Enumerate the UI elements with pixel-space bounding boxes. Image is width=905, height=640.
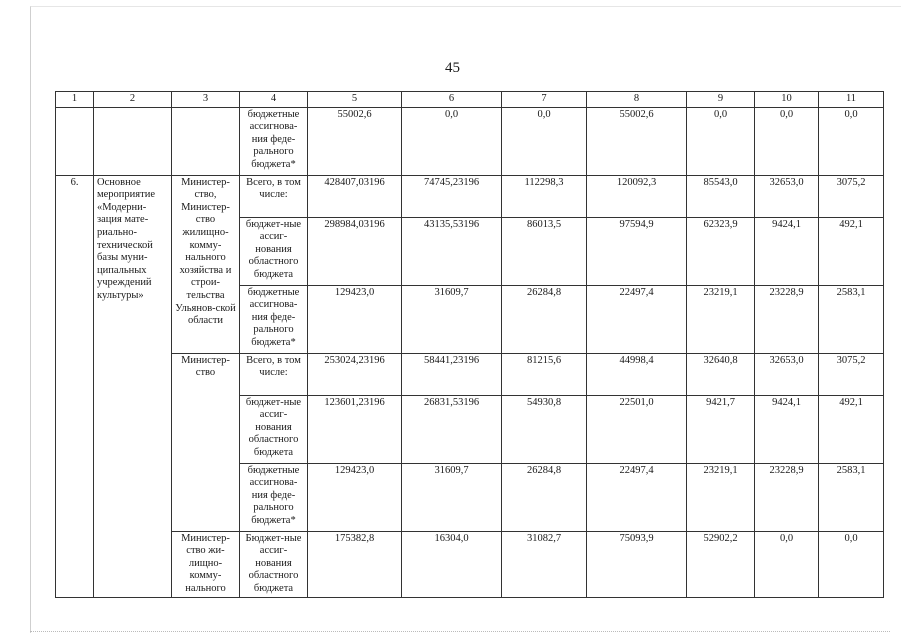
table-cell [94,107,172,175]
page-number: 45 [445,60,460,76]
value-cell: 2583,1 [819,285,884,353]
value-cell: 0,0 [687,107,755,175]
table-row [56,353,884,395]
table-row [56,175,884,217]
value-cell: 129423,0 [308,285,402,353]
value-cell: 0,0 [502,107,587,175]
value-cell: 9424,1 [755,217,819,285]
value-cell: 74745,23196 [402,175,502,217]
table-header-row [56,92,884,108]
header-cell: 3 [172,92,240,108]
value-cell: 31609,7 [402,463,502,531]
item-name-cell: Основное мероприятие «Модерни-зация мате-риально-технической базы муни-ципальных учреждений культуры» [94,175,172,597]
funding-source-cell: Всего, в том числе: [240,175,308,217]
executor-cell: Министер-ство, Министер-ство жилищно-комму-нального хозяйства и строи-тельства Ульянов-ской области [172,175,240,353]
value-cell: 32653,0 [755,353,819,395]
value-cell: 2583,1 [819,463,884,531]
value-cell: 26831,53196 [402,395,502,463]
funding-source-cell: бюджет-ные ассиг-нования областного бюджета [240,395,308,463]
funding-source-cell: Всего, в том числе: [240,353,308,395]
value-cell: 52902,2 [687,531,755,597]
value-cell: 0,0 [819,107,884,175]
value-cell: 9421,7 [687,395,755,463]
value-cell: 428407,03196 [308,175,402,217]
funding-source-cell: бюджет-ные ассиг-нования областного бюджета [240,217,308,285]
table-cell [172,107,240,175]
value-cell: 44998,4 [587,353,687,395]
header-cell: 4 [240,92,308,108]
value-cell: 22497,4 [587,285,687,353]
value-cell: 26284,8 [502,463,587,531]
page-bottom-edge [30,631,890,633]
header-cell: 5 [308,92,402,108]
header-cell: 9 [687,92,755,108]
value-cell: 22501,0 [587,395,687,463]
value-cell: 32653,0 [755,175,819,217]
value-cell: 129423,0 [308,463,402,531]
value-cell: 175382,8 [308,531,402,597]
value-cell: 253024,23196 [308,353,402,395]
value-cell: 16304,0 [402,531,502,597]
value-cell: 0,0 [755,107,819,175]
value-cell: 58441,23196 [402,353,502,395]
value-cell: 492,1 [819,395,884,463]
header-cell: 11 [819,92,884,108]
item-number-cell: 6. [56,175,94,597]
value-cell: 31082,7 [502,531,587,597]
value-cell: 54930,8 [502,395,587,463]
value-cell: 298984,03196 [308,217,402,285]
value-cell: 85543,0 [687,175,755,217]
funding-source-cell: бюджетные ассигнова-ния феде-рального бюджета* [240,107,308,175]
value-cell: 112298,3 [502,175,587,217]
value-cell: 62323,9 [687,217,755,285]
value-cell: 75093,9 [587,531,687,597]
value-cell: 492,1 [819,217,884,285]
header-cell: 7 [502,92,587,108]
value-cell: 55002,6 [587,107,687,175]
value-cell: 23228,9 [755,285,819,353]
value-cell: 3075,2 [819,353,884,395]
value-cell: 22497,4 [587,463,687,531]
value-cell: 32640,8 [687,353,755,395]
table-cell [56,107,94,175]
value-cell: 3075,2 [819,175,884,217]
value-cell: 23219,1 [687,463,755,531]
value-cell: 31609,7 [402,285,502,353]
value-cell: 23219,1 [687,285,755,353]
value-cell: 81215,6 [502,353,587,395]
value-cell: 86013,5 [502,217,587,285]
value-cell: 0,0 [819,531,884,597]
funding-source-cell: Бюджет-ные ассиг-нования областного бюджета [240,531,308,597]
budget-table [55,91,884,598]
value-cell: 0,0 [402,107,502,175]
header-cell: 1 [56,92,94,108]
value-cell: 9424,1 [755,395,819,463]
header-cell: 2 [94,92,172,108]
value-cell: 55002,6 [308,107,402,175]
header-cell: 6 [402,92,502,108]
value-cell: 123601,23196 [308,395,402,463]
header-cell: 10 [755,92,819,108]
table-row [56,107,884,175]
funding-source-cell: бюджетные ассигнова-ния феде-рального бюджета* [240,285,308,353]
header-cell: 8 [587,92,687,108]
value-cell: 120092,3 [587,175,687,217]
value-cell: 43135,53196 [402,217,502,285]
value-cell: 0,0 [755,531,819,597]
executor-cell: Министер-ство жи-лищно-комму-нального [172,531,240,597]
executor-cell: Министер-ство [172,353,240,531]
table-row [56,531,884,597]
funding-source-cell: бюджетные ассигнова-ния феде-рального бюджета* [240,463,308,531]
value-cell: 97594,9 [587,217,687,285]
value-cell: 23228,9 [755,463,819,531]
value-cell: 26284,8 [502,285,587,353]
